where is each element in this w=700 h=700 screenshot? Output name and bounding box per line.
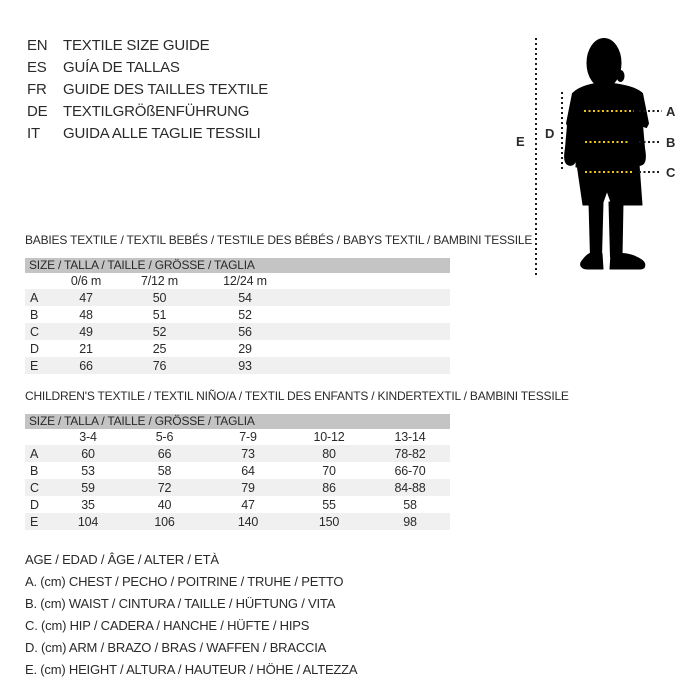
cell: 52 [152,324,167,339]
legend-waist: B. (cm) WAIST / CINTURA / TAILLE / HÜFTUNG / VITA [25,596,336,611]
table-row [25,340,450,357]
babies-size-table [25,273,450,374]
cell: 48 [79,307,93,322]
cell: 29 [238,341,252,356]
cell: 60 [81,446,95,461]
row-label: C [30,480,39,495]
table-row [25,513,450,530]
language-code: DE [27,103,48,120]
table-row [25,289,450,306]
column-header: 13-14 [394,430,426,444]
language-label: GUÍA DE TALLAS [63,59,180,76]
language-code: ES [27,59,47,76]
marker-chest: A [666,104,676,119]
waist-measure-line [585,141,630,143]
height-measure-line [535,38,537,278]
cell: 72 [157,480,172,495]
filler-cell [288,340,450,357]
row-label: B [30,307,39,322]
children-column-header-row [25,429,450,445]
babies-column-header-row [25,273,450,289]
cell: 59 [81,480,95,495]
language-row-de [27,101,268,123]
cell: 104 [77,514,99,529]
language-row-fr [27,79,268,101]
cell: 73 [241,446,255,461]
language-code: EN [27,37,48,54]
cell: 58 [157,463,172,478]
cell: 58 [403,497,417,512]
language-label: GUIDA ALLE TAGLIE TESSILI [63,125,261,142]
marker-hip: C [666,165,676,180]
table-row [25,479,450,496]
cell: 47 [241,497,255,512]
chest-leader-line [639,110,662,112]
language-label: GUIDE DES TAILLES TEXTILE [63,81,269,98]
language-row-it [27,123,268,145]
cell: 66-70 [394,463,426,478]
arm-measure-line [561,92,563,170]
filler-cell [288,289,450,306]
cell: 50 [152,290,167,305]
babies-size-header-bar: SIZE / TALLA / TAILLE / GRÖSSE / TAGLIA [25,258,450,273]
row-label: B [30,463,39,478]
column-header: 3-4 [79,430,97,444]
table-row [25,445,450,462]
table-row [25,462,450,479]
hip-leader-line [639,171,660,173]
measurement-legend [25,549,357,681]
cell: 51 [152,307,167,322]
legend-hip: C. (cm) HIP / CADERA / HANCHE / HÜFTE / HIPS [25,618,310,633]
language-list [27,35,268,145]
cell: 40 [157,497,172,512]
cell: 66 [157,446,172,461]
legend-arm: D. (cm) ARM / BRAZO / BRAS / WAFFEN / BRACCIA [25,640,327,655]
table-row [25,323,450,340]
language-label: TEXTILE SIZE GUIDE [63,37,210,54]
cell: 66 [79,358,93,373]
cell: 79 [241,480,255,495]
child-silhouette [560,36,650,272]
cell: 55 [322,497,336,512]
row-label: A [30,446,39,461]
cell: 64 [241,463,255,478]
marker-arm: D [545,126,555,141]
language-row-en [27,35,268,57]
cell: 150 [318,514,340,529]
column-header: 5-6 [155,430,174,444]
cell: 76 [152,358,167,373]
cell: 80 [322,446,336,461]
cell: 56 [238,324,252,339]
row-label: E [30,514,39,529]
table-row [25,306,450,323]
column-header: 0/6 m [70,274,102,288]
children-section-title: CHILDREN'S TEXTILE / TEXTIL NIÑO/A / TEXTIL DES ENFANTS / KINDERTEXTIL / BAMBINI TESSILE [25,389,569,403]
row-label: A [30,290,39,305]
column-header: 7-9 [239,430,257,444]
cell: 49 [79,324,93,339]
marker-waist: B [666,135,676,150]
filler-cell [288,323,450,340]
hip-measure-line [585,171,633,173]
column-header: 7/12 m [140,274,178,288]
row-label: C [30,324,39,339]
filler-cell [288,357,450,374]
cell: 140 [237,514,259,529]
table-row [25,357,450,374]
column-header: 12/24 m [223,274,267,288]
chest-measure-line [584,110,634,112]
cell: 52 [238,307,252,322]
table-row [25,496,450,513]
language-code: FR [27,81,47,98]
cell: 53 [81,463,95,478]
corner-cell [25,273,55,289]
marker-height: E [516,134,525,149]
cell: 93 [238,358,252,373]
legend-height: E. (cm) HEIGHT / ALTURA / HAUTEUR / HÖHE / ALTEZZA [25,662,358,677]
cell: 98 [403,514,417,529]
cell: 106 [154,514,175,529]
children-size-table [25,429,450,530]
cell: 21 [79,341,93,356]
language-row-es [27,57,268,79]
cell: 86 [322,480,336,495]
legend-chest: A. (cm) CHEST / PECHO / POITRINE / TRUHE / PETTO [25,574,344,589]
filler-cell [288,306,450,323]
corner-cell [25,429,55,445]
column-header: 10-12 [313,430,345,444]
language-code: IT [27,125,40,142]
row-label: E [30,358,39,373]
cell: 54 [238,290,252,305]
row-label: D [30,497,39,512]
cell: 84-88 [394,480,426,495]
children-size-header-bar: SIZE / TALLA / TAILLE / GRÖSSE / TAGLIA [25,414,450,429]
cell: 47 [79,290,93,305]
cell: 25 [152,341,167,356]
language-label: TEXTILGRÖßENFÜHRUNG [63,103,250,120]
filler-cell [288,273,450,289]
legend-age: AGE / EDAD / ÂGE / ALTER / ETÀ [25,552,219,567]
waist-leader-line [639,141,660,143]
cell: 78-82 [394,446,426,461]
cell: 70 [322,463,336,478]
row-label: D [30,341,39,356]
cell: 35 [81,497,95,512]
babies-section-title: BABIES TEXTILE / TEXTIL BEBÉS / TESTILE DES BÉBÉS / BABYS TEXTIL / BAMBINI TESSILE [25,233,533,247]
